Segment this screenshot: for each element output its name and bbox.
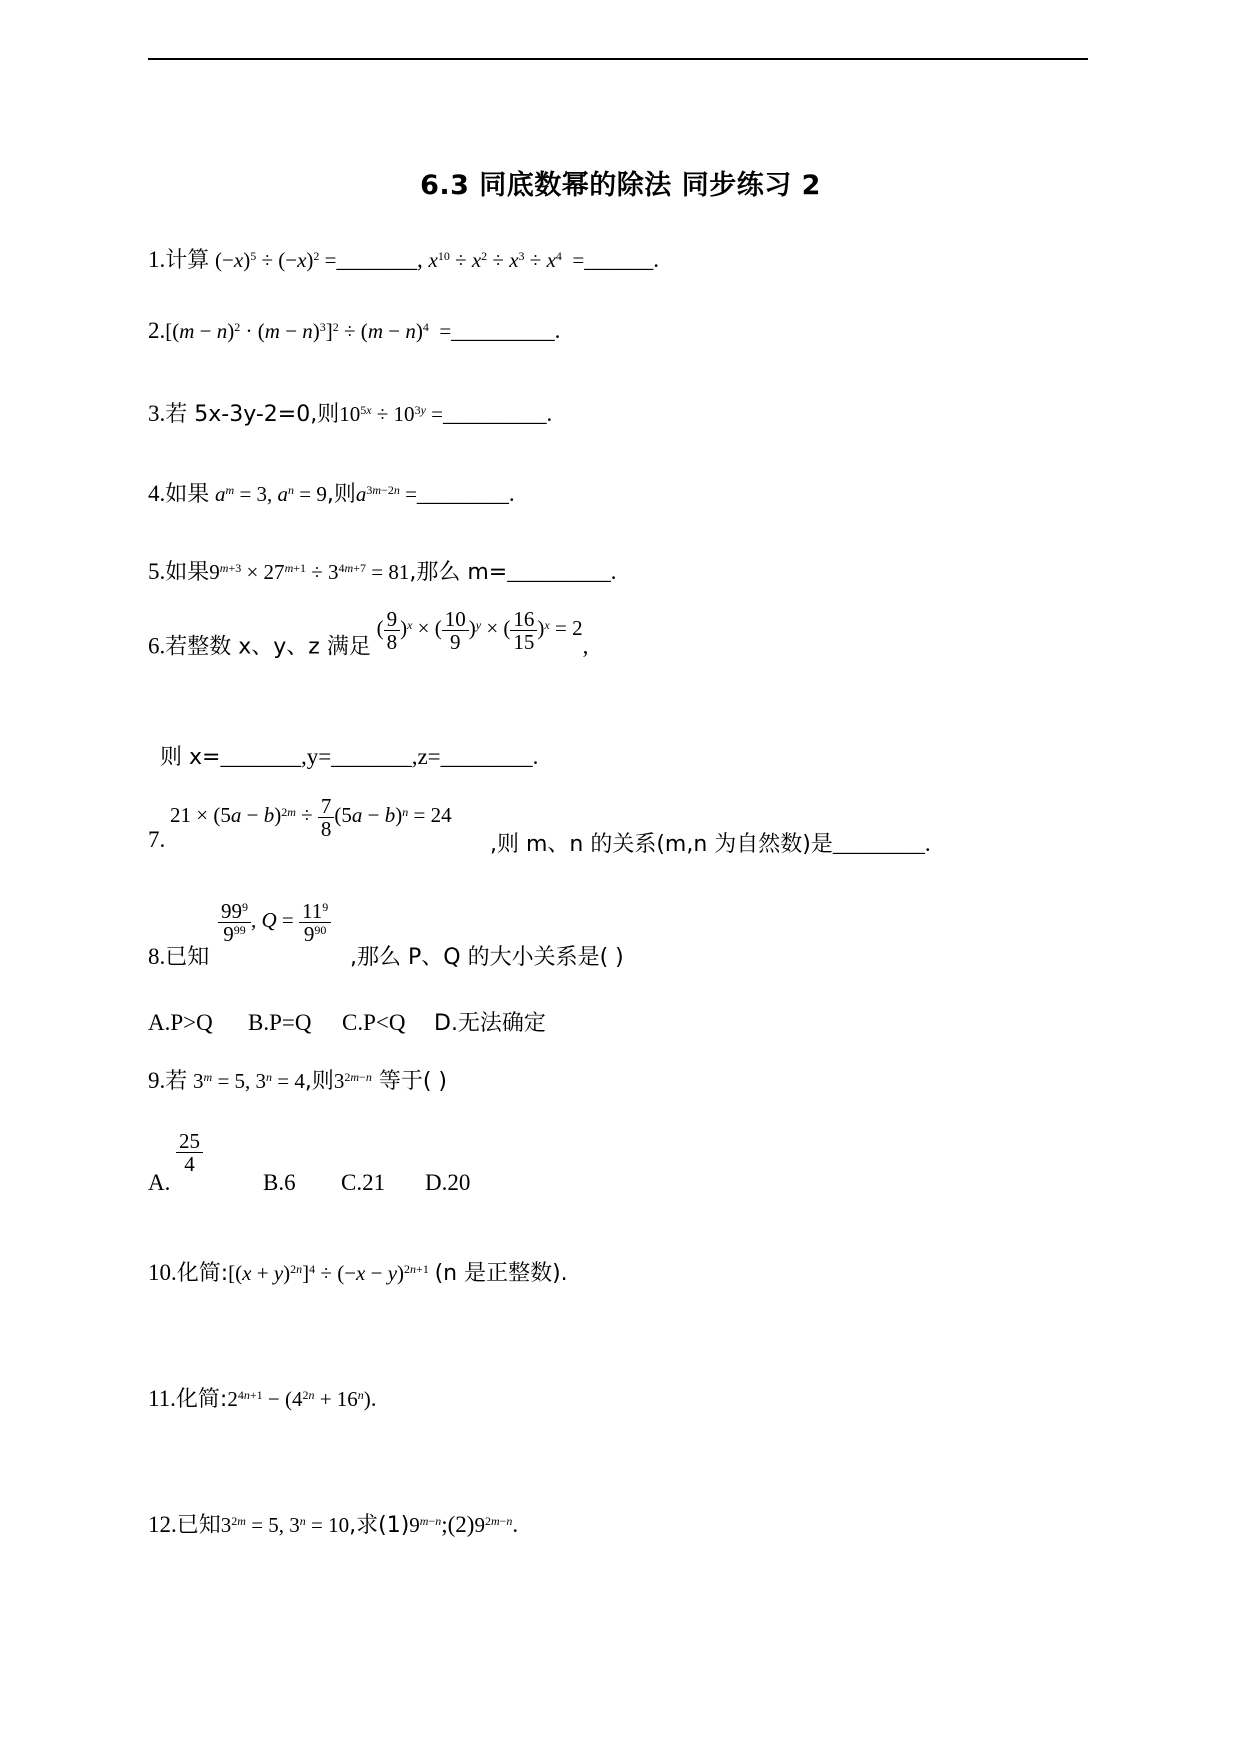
q2-number: 2. — [148, 318, 166, 343]
q8-option-a: A.P>Q — [148, 1010, 213, 1035]
q3-expr: $10^{5x} \div 10^{3y}$ = — [339, 402, 443, 426]
q7-end: . — [924, 831, 931, 856]
q4-blank: ________ — [416, 481, 509, 506]
q1-label: 计算 — [165, 248, 210, 273]
q9-option-a: A. — [148, 1170, 171, 1195]
q5-blank: _________ — [507, 559, 611, 584]
q6-end: . — [532, 744, 539, 769]
q2-expr: $[(m - n)^2 \cdot (m - n)^3]^2 \div (m - n)^4$ = — [165, 319, 452, 343]
q7-number: 7. — [148, 827, 166, 852]
q12-expr-2: $9^{2m-n}$ — [474, 1513, 513, 1537]
q4-label: 如果 — [165, 482, 210, 507]
q6-y-label: ,y= — [300, 744, 332, 769]
q12-expr-1: $9^{m-n}$ — [409, 1513, 442, 1537]
q8-number: 8. — [148, 944, 166, 969]
q1-expr-2: $x^{10} \div x^2 \div x^3 \div x^4$ = — [428, 248, 585, 272]
q6-z-label: ,z= — [411, 744, 441, 769]
q7-blank: ________ — [832, 831, 925, 856]
q2-blank: _________ — [451, 318, 555, 343]
q10-after: (n 是正整数). — [434, 1261, 568, 1286]
q6-blank-z: ________ — [440, 744, 533, 769]
q9-option-a-fraction — [176, 1130, 203, 1175]
q9-label: 若 — [165, 1069, 188, 1094]
q8-formula: $\frac{99^9}{9^{99}}$ , Q = $\frac{11^9}{9^{90}}$ — [218, 900, 331, 945]
q12-number: 12. — [148, 1512, 177, 1537]
q9-option-c: C.21 — [341, 1170, 386, 1195]
q6-blank-x: _______ — [220, 744, 301, 769]
q5-end: . — [610, 559, 617, 584]
q4-mid: ,则 — [326, 482, 356, 507]
q6-number: 6. — [148, 633, 166, 659]
q9-expr-1: $3^m = 5$, $3^n = 4$ — [193, 1069, 305, 1093]
question-9 — [148, 1064, 447, 1095]
q9-option-a-numerator: 25 — [176, 1130, 203, 1153]
question-10 — [148, 1256, 568, 1287]
question-7 — [148, 827, 165, 853]
q11-end: . — [370, 1386, 377, 1411]
q4-number: 4. — [148, 481, 166, 506]
q5-after: ,那么 m= — [409, 560, 508, 585]
q9-number: 9. — [148, 1068, 166, 1093]
q8-options — [148, 1006, 546, 1037]
q9-after: 等于( ) — [371, 1069, 447, 1094]
q1-blank-2: ______ — [584, 247, 654, 272]
q3-end: . — [546, 401, 553, 426]
question-2 — [148, 318, 560, 344]
q10-number: 10. — [148, 1260, 177, 1285]
question-7-text — [490, 827, 931, 858]
question-1 — [148, 243, 659, 274]
q7-after: ,则 m、n 的关系(m,n 为自然数)是 — [490, 832, 833, 857]
question-6-answer-line — [160, 740, 538, 771]
q1-expr-1: $(-x)^5 \div (-x)^2$ = — [215, 248, 337, 272]
q12-expr-given: $3^{2m} = 5$, $3^n = 10$ — [220, 1513, 350, 1537]
q9-option-b: B.6 — [263, 1170, 296, 1195]
q1-number: 1. — [148, 247, 166, 272]
question-4 — [148, 477, 515, 508]
q11-expr: $2^{4n+1} - (4^{2n} + 16^n)$ — [227, 1387, 371, 1411]
q9-expr-2: $3^{2m-n}$ — [333, 1069, 372, 1093]
q4-end: . — [508, 481, 515, 506]
question-11 — [148, 1382, 377, 1413]
q3-text: 若 5x-3y-2=0,则 — [165, 402, 340, 427]
q1-blank-1: _______ — [336, 247, 417, 272]
q5-label: 如果 — [165, 560, 210, 585]
q10-label: 化简: — [176, 1261, 229, 1286]
q4-expr-1: $a^m = 3$, $a^n = 9$ — [215, 482, 327, 506]
q6-label: 若整数 x、y、z 满足 — [165, 634, 371, 660]
q9-option-d: D.20 — [425, 1170, 471, 1195]
q3-blank: _________ — [442, 401, 547, 426]
q8-option-c: C.P<Q — [342, 1010, 406, 1035]
q6-expr: ( $\frac{9}{8}$ )$^x$ × ( $\frac{10}{9}$ )$^y$ × ( $\frac{16}{15}$ )$^x$ = 2 — [376, 607, 583, 655]
q12-label: 已知 — [176, 1513, 221, 1538]
q6-then: 则 x= — [160, 745, 221, 770]
q11-label: 化简: — [175, 1387, 228, 1412]
q12-sep: ;(2) — [441, 1512, 475, 1537]
question-6 — [148, 607, 589, 671]
q12-end: . — [512, 1512, 519, 1537]
q9-option-a-denominator: 4 — [184, 1152, 195, 1177]
question-12 — [148, 1508, 518, 1539]
q6-comma: , — [582, 633, 589, 659]
q4-expr-2: $a^{3m-2n}$ = — [355, 482, 417, 506]
q12-ask: ,求(1) — [349, 1513, 410, 1538]
header-rule — [148, 58, 1088, 60]
question-5 — [148, 555, 616, 586]
q9-options — [148, 1170, 470, 1196]
q9-mid: ,则 — [304, 1069, 334, 1094]
question-3 — [148, 397, 552, 428]
q11-number: 11. — [148, 1386, 176, 1411]
q5-number: 5. — [148, 559, 166, 584]
q1-sep: , — [416, 247, 423, 272]
q7-formula: $21 \times (5a - b)^{2m}$ ÷ $\frac{7}{8}$ $(5a - b)^n = 24$ — [170, 794, 452, 842]
q6-blank-y: _______ — [331, 744, 412, 769]
q8-after: ,那么 P、Q 的大小关系是( ) — [350, 945, 624, 970]
q2-end: . — [554, 318, 561, 343]
q8-option-b: B.P=Q — [248, 1010, 312, 1035]
page-title: 6.3 同底数幂的除法 同步练习 2 — [420, 170, 821, 201]
q10-expr: $[(x + y)^{2n}]^4 \div (-x - y)^{2n+1}$ — [228, 1261, 429, 1285]
q5-expr: $9^{m+3} \times 27^{m+1} \div 3^{4m+7} = 81$ — [209, 560, 410, 584]
q3-number: 3. — [148, 401, 166, 426]
q8-option-d: D.无法确定 — [434, 1011, 546, 1036]
q1-end: . — [653, 247, 659, 272]
question-8-text — [350, 940, 624, 971]
question-8 — [148, 940, 209, 971]
q8-label: 已知 — [165, 945, 210, 970]
